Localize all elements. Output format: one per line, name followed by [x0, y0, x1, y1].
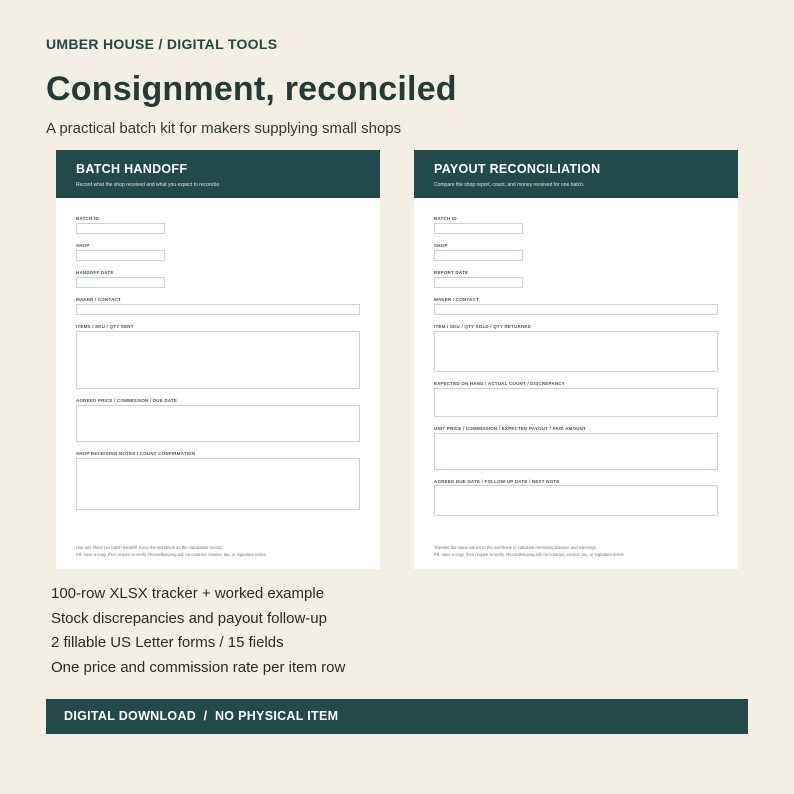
form-title: PAYOUT RECONCILIATION [434, 162, 601, 176]
expected-on-hand-field[interactable] [434, 388, 718, 417]
footer-line: Use one sheet per batch handoff. Keep the workbook as the calculation record. [76, 545, 223, 550]
item-qty-field[interactable] [434, 331, 718, 372]
form-footer [76, 544, 361, 558]
field-label-batch-id: BATCH ID [434, 216, 457, 221]
feature-item: 2 fillable US Letter forms / 15 fields [51, 634, 284, 651]
form-title: BATCH HANDOFF [76, 162, 188, 176]
report-date-field[interactable] [434, 277, 523, 288]
form-footer [434, 544, 719, 558]
batch-handoff-form [56, 150, 380, 569]
handoff-date-field[interactable] [76, 277, 165, 288]
feature-item: One price and commission rate per item row [51, 658, 346, 676]
field-label-shop: SHOP [76, 243, 90, 248]
feature-list [51, 584, 345, 682]
field-label-unit-price: UNIT PRICE / COMMISSION / EXPECTED PAYOUT / PAID AMOUNT [434, 426, 587, 431]
footer-line: Fill, save a copy, then reopen to verify. Recordkeeping aid; no contract, invoice, tax, or signature terms. [76, 552, 267, 557]
brand-label: UMBER HOUSE / DIGITAL TOOLS [46, 36, 278, 52]
field-label-item-qty: ITEM / SKU / QTY SOLD / QTY RETURNED [434, 324, 532, 329]
unit-price-field[interactable] [434, 433, 718, 470]
field-label-items: ITEMS / SKU / QTY SENT [76, 324, 134, 329]
agreed-price-field[interactable] [76, 405, 360, 442]
field-label-receiving-notes: SHOP RECEIVING NOTES / COUNT CONFIRMATION [76, 451, 196, 456]
form-header [414, 150, 738, 198]
field-label-report-date: REPORT DATE [434, 270, 469, 275]
maker-contact-field[interactable] [76, 304, 360, 315]
field-label-maker-contact: MAKER / CONTACT [76, 297, 121, 302]
field-label-agreed-due-date: AGREED DUE DATE / FOLLOW-UP DATE / NEXT NOTE [434, 479, 560, 484]
digital-download-banner [46, 699, 748, 734]
shop-field[interactable] [434, 250, 523, 261]
agreed-due-date-field[interactable] [434, 485, 718, 516]
form-header [56, 150, 380, 198]
field-label-expected-on-hand: EXPECTED ON HAND / ACTUAL COUNT / DISCREPANCY [434, 381, 565, 386]
banner-text: DIGITAL DOWNLOAD / NO PHYSICAL ITEM [64, 709, 339, 723]
payout-reconciliation-form [414, 150, 738, 569]
maker-contact-field[interactable] [434, 304, 718, 315]
footer-line: Transfer the same values to the workbook to calculate remaining balance and warnings. [434, 545, 597, 550]
items-field[interactable] [76, 331, 360, 389]
field-label-handoff-date: HANDOFF DATE [76, 270, 114, 275]
form-description: Compare the shop report, count, and money received for one batch. [434, 182, 585, 188]
field-label-agreed-price: AGREED PRICE / COMMISSION / DUE DATE [76, 398, 178, 403]
receiving-notes-field[interactable] [76, 458, 360, 510]
page-subtitle: A practical batch kit for makers supplying small shops [46, 120, 402, 137]
field-label-maker-contact: MAKER / CONTACT [434, 297, 479, 302]
page-title: Consignment, reconciled [46, 70, 457, 108]
footer-line: Fill, save a copy, then reopen to verify. Recordkeeping aid; no contract, invoice, tax, or signature terms. [434, 552, 625, 557]
form-description: Record what the shop received and what you expect to reconcile. [76, 182, 221, 188]
field-label-batch-id: BATCH ID [76, 216, 99, 221]
shop-field[interactable] [76, 250, 165, 261]
field-label-shop: SHOP [434, 243, 448, 248]
batch-id-field[interactable] [434, 223, 523, 234]
feature-item: Stock discrepancies and payout follow-up [51, 609, 327, 627]
feature-item: 100-row XLSX tracker + worked example [51, 585, 325, 602]
batch-id-field[interactable] [76, 223, 165, 234]
